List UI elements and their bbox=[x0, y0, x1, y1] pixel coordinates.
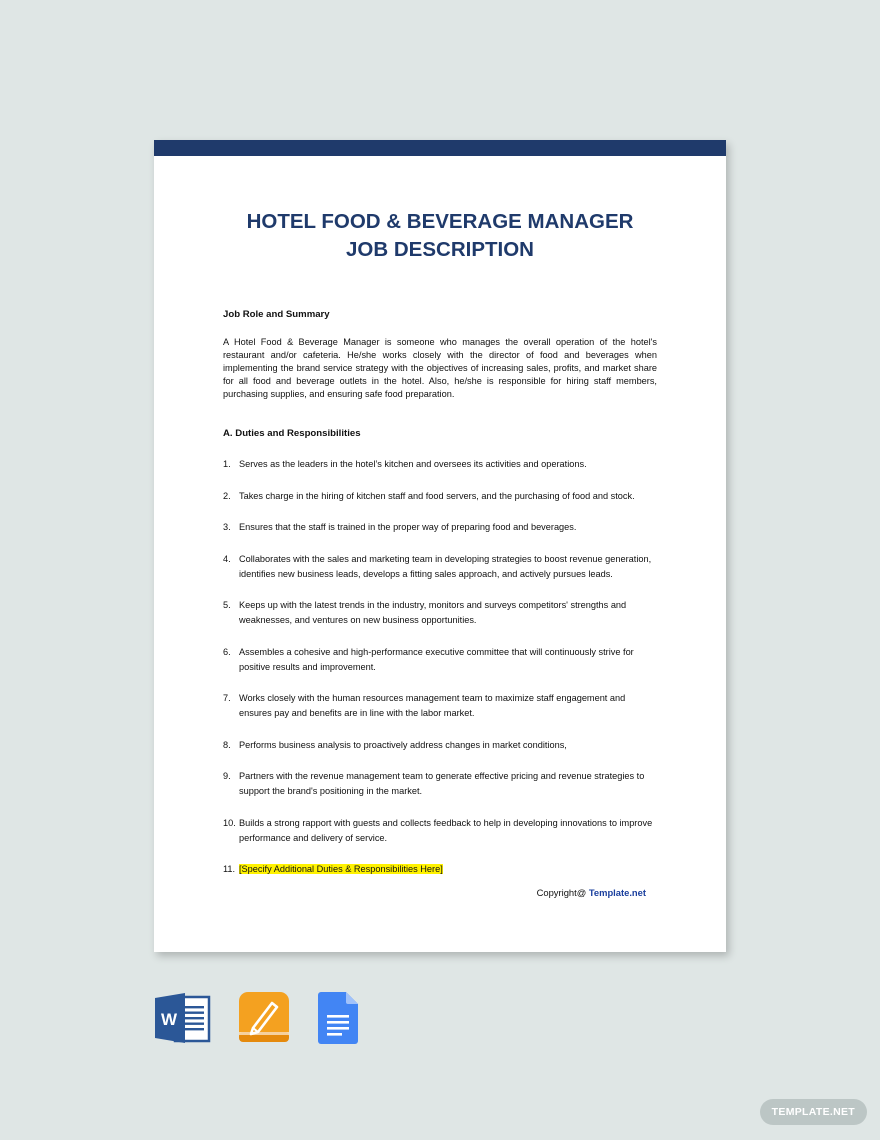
item-number: 1. bbox=[223, 459, 231, 469]
copyright-label: Copyright@ bbox=[536, 887, 587, 898]
item-text: Assembles a cohesive and high-performance executive committee that will continuously strive for positive results and improvement. bbox=[239, 646, 634, 672]
pages-icon[interactable] bbox=[239, 992, 291, 1049]
duties-list bbox=[223, 457, 657, 877]
list-item bbox=[223, 598, 657, 628]
list-item bbox=[223, 691, 657, 721]
item-number: 7. bbox=[223, 693, 231, 703]
item-number: 4. bbox=[223, 553, 231, 564]
placeholder-highlight: [Specify Additional Duties & Responsibilities Here] bbox=[239, 864, 443, 874]
list-item bbox=[223, 645, 657, 675]
title-line-1: HOTEL FOOD & BEVERAGE MANAGER bbox=[246, 210, 634, 233]
list-item bbox=[223, 816, 657, 846]
document-page bbox=[154, 140, 726, 952]
summary-heading: Job Role and Summary bbox=[223, 309, 330, 320]
title-line-2: JOB DESCRIPTION bbox=[346, 238, 534, 261]
list-item bbox=[223, 552, 657, 582]
item-text: Serves as the leaders in the hotel’s kitchen and oversees its activities and operations. bbox=[239, 459, 587, 469]
item-number: 9. bbox=[223, 771, 231, 781]
document-body bbox=[223, 308, 657, 894]
item-number: 5. bbox=[223, 600, 231, 610]
document-title bbox=[154, 208, 726, 264]
item-text: Partners with the revenue management team to generate effective pricing and revenue strategies to support the brand's positioning in the market. bbox=[239, 771, 645, 796]
word-icon-letter: W bbox=[160, 1010, 178, 1029]
item-number: 11. bbox=[223, 864, 236, 874]
list-item bbox=[223, 520, 657, 535]
list-item bbox=[223, 457, 657, 472]
word-icon[interactable] bbox=[155, 992, 211, 1049]
duties-heading: A. Duties and Responsibilities bbox=[223, 428, 361, 439]
item-text: Takes charge in the hiring of kitchen staff and food servers, and the purchasing of food and stock. bbox=[239, 490, 635, 501]
item-number: 2. bbox=[223, 490, 231, 501]
list-item bbox=[223, 769, 657, 799]
item-text: Builds a strong rapport with guests and collects feedback to help in developing innovations to improve performance and delivery of service. bbox=[239, 817, 653, 843]
item-text: Collaborates with the sales and marketing team in developing strategies to boost revenue generation, identifies new business leads, develops a fitting sales approach, and actively pursues leads. bbox=[239, 553, 652, 579]
item-text: Works closely with the human resources management team to maximize staff engagement and ensures pay and benefits are in line with the labor market. bbox=[239, 693, 626, 718]
list-item bbox=[223, 862, 657, 877]
list-item bbox=[223, 489, 657, 504]
copyright-line bbox=[537, 887, 646, 898]
item-number: 10. bbox=[223, 817, 236, 828]
template-net-watermark: TEMPLATE.NET bbox=[760, 1099, 867, 1125]
item-number: 6. bbox=[223, 646, 231, 657]
item-text: Performs business analysis to proactively address changes in market conditions, bbox=[239, 739, 567, 750]
item-number: 8. bbox=[223, 739, 231, 750]
google-docs-icon[interactable] bbox=[318, 992, 360, 1049]
item-text: Keeps up with the latest trends in the industry, monitors and surveys competitors' strengths and weaknesses, and ventures on new business opportunities. bbox=[239, 600, 627, 625]
item-number: 3. bbox=[223, 522, 231, 532]
item-text: Ensures that the staff is trained in the proper way of preparing food and beverages. bbox=[239, 522, 577, 532]
list-item bbox=[223, 738, 657, 753]
summary-paragraph: A Hotel Food & Beverage Manager is someone who manages the overall operation of the hotel's restaurant and/or cafeteria. He/she works closely with the director of food and beverages when implementing the brand service strategy with the objectives of increasing sales, profits, and market share for all food and beverage outlets in the hotel. Also, he/she is responsible for hiring staff members, purchasing supplies, and ensuring safe food preparation. bbox=[223, 337, 657, 399]
copyright-link[interactable]: Template.net bbox=[588, 887, 646, 898]
header-bar bbox=[154, 140, 726, 156]
